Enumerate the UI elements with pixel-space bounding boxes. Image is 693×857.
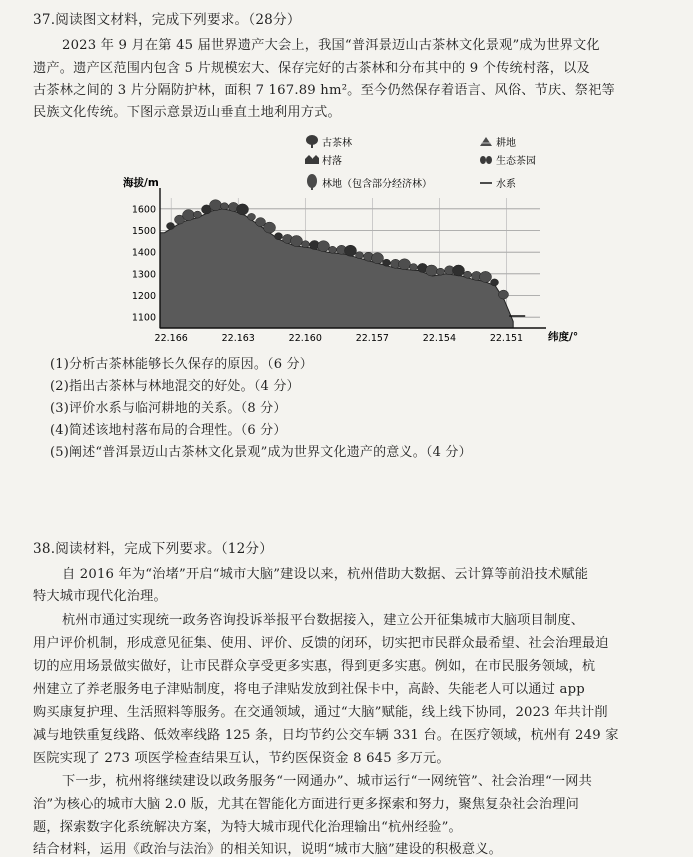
legend-label-eco-tea: 生态茶园 (496, 156, 536, 167)
ancient-tea-tree-icon (399, 259, 411, 270)
q38-para-line-9: 医院实现了 273 项医学检查结果互认，节约医保资金 8 645 多万元。 (33, 751, 450, 766)
legend-label-water: 水系 (496, 179, 516, 190)
ancient-tea-tree-icon (306, 135, 318, 148)
q38-para-line-7: 购买康复护理、生活照料等服务。在交通领域，通过“大脑”赋能，线上线下协同，2023 年共计削 (33, 705, 608, 720)
y-axis-label: 海拔/m (123, 177, 159, 189)
legend-label-farmland: 耕地 (496, 138, 516, 149)
legend-item-farmland (480, 136, 516, 149)
ancient-tea-tree-icon (210, 200, 222, 211)
q37-question-2: (2)指出古茶林与林地混交的好处。（4 分） (50, 379, 300, 394)
y-tick-label-1100: 1100 (131, 312, 156, 324)
q38-para-line-3: 杭州市通过实现统一政务咨询投诉举报平台数据接入，建立公开征集城市大脑项目制度、 (62, 613, 585, 628)
ancient-tea-tree-icon (453, 265, 465, 276)
ancient-tea-tree-icon (264, 222, 276, 233)
ancient-tea-tree-icon (291, 236, 303, 247)
ancient-tea-tree-icon (237, 204, 249, 215)
q38-para-line-12: 题，探索数字化系统解决方案，为特大城市现代化治理输出“杭州经验”。 (33, 820, 462, 835)
ancient-tea-tree-icon (275, 233, 283, 240)
q38-para-line-6: 州建立了养老服务电子津贴制度，将电子津贴发放到社保卡中，高龄、失能老人可以通过 app (33, 682, 585, 697)
q37-question-5: (5)阐述“普洱景迈山古茶林文化景观”成为世界文化遗产的意义。（4 分） (50, 445, 472, 460)
q37-para-line-1: 2023 年 9 月在第 45 届世界遗产大会上，我国“普洱景迈山古茶林文化景观”成为世界文化 (62, 38, 600, 53)
q38-para-line-10: 下一步，杭州将继续建设以政务服务“一网通办”、城市运行“一网统管”、社会治理“一网共 (62, 774, 593, 789)
ancient-tea-tree-icon (426, 265, 438, 276)
y-tick-label-1300: 1300 (131, 269, 156, 281)
q37-para-line-2: 遗产。遗产区范围内包含 5 片规模宏大、保存完好的古茶林和分布其中的 9 个传统村落，以及 (33, 61, 590, 76)
q38-para-line-1: 自 2016 年为“治堵”开启“城市大脑”建设以来，杭州借助大数据、云计算等前沿技术赋能 (62, 567, 589, 582)
x-tick-label-22.154: 22.154 (422, 333, 457, 344)
ancient-tea-tree-icon (318, 241, 330, 252)
q38-para-line-4: 用户评价机制，形成意见征集、使用、评价、反馈的闭环，切实把市民群众最希望、社会治理最迫 (33, 636, 609, 651)
ancient-tea-tree-icon (410, 264, 418, 271)
y-tick-label-1500: 1500 (131, 226, 156, 237)
ancient-tea-tree-icon (356, 252, 364, 259)
q37-title: 37.阅读图文材料，完成下列要求。（28分） (33, 12, 301, 28)
ancient-tea-tree-icon (499, 290, 509, 299)
y-tick-label-1600: 1600 (131, 204, 156, 216)
q37-question-4: (4)简述该地村落布局的合理性。（6 分） (50, 423, 287, 438)
y-tick-labels (132, 204, 156, 323)
q37-para-line-3: 古茶林之间的 3 片分隔防护林，面积 7 167.89 hm²。至今仍然保存着语言、风俗、节庆、祭祀等 (33, 83, 615, 98)
ancient-tea-tree-icon (167, 223, 175, 230)
ancient-tea-tree-icon (491, 279, 499, 286)
farmland-icon (480, 137, 492, 146)
x-tick-label-22.166: 22.166 (154, 333, 188, 344)
village-icon (305, 155, 319, 164)
q38-para-line-8: 减与地铁重复线路、低效率线路 125 条，日均节约公交车辆 331 台。在医疗领域，杭州有 249 家 (33, 728, 619, 743)
q37-question-1: (1)分析古茶林能够长久保存的原因。（6 分） (50, 357, 313, 372)
x-tick-label-22.160: 22.160 (288, 333, 322, 344)
ancient-tea-tree-icon (194, 211, 202, 218)
ancient-tea-tree-icon (480, 271, 492, 282)
y-tick-label-1200: 1200 (131, 291, 156, 302)
ancient-tea-tree-icon (329, 246, 337, 253)
q38-para-line-11: 治”为核心的城市大脑 2.0 版，尤其在智能化方面进行更多探索和努力，聚焦复杂社会治理问 (33, 797, 580, 812)
legend-label-ancient-tea: 古茶林 (322, 138, 352, 149)
q38-para-line-5: 切的应用场景做实做好，让市民群众享受更多实惠，得到更多实惠。例如，在市民服务领域，杭 (33, 659, 596, 674)
q37-para-line-4: 民族文化传统。下图示意景迈山垂直土地利用方式。 (33, 105, 341, 120)
ancient-tea-tree-icon (437, 268, 445, 275)
ancient-tea-tree-icon (183, 210, 195, 221)
ancient-tea-tree-icon (248, 213, 256, 220)
legend-item-ancient-tea (306, 135, 352, 149)
legend-label-village: 村落 (322, 156, 342, 167)
q38-title: 38.阅读材料，完成下列要求。（12分） (33, 541, 274, 557)
q37-question-3: (3)评价水系与临河耕地的关系。（8 分） (50, 401, 287, 416)
q38-para-line-2: 特大城市现代化治理。 (33, 589, 167, 604)
x-tick-label-22.151: 22.151 (489, 333, 524, 344)
x-tick-label-22.163: 22.163 (221, 333, 255, 344)
legend-item-forest (307, 174, 432, 190)
q38-requirement: 结合材料，运用《政治与法治》的相关知识，说明“城市大脑”建设的积极意义。 (33, 842, 503, 857)
ancient-tea-tree-icon (221, 203, 229, 210)
y-tick-label-1400: 1400 (131, 247, 156, 259)
legend-item-water (480, 177, 516, 190)
ancient-tea-tree-icon (383, 259, 391, 266)
ancient-tea-tree-icon (372, 253, 384, 264)
eco-tea-garden-icon (480, 156, 492, 164)
forest-icon (307, 174, 317, 190)
land-use-profile-chart (100, 128, 600, 356)
ancient-tea-tree-icon (345, 245, 357, 256)
ancient-tea-tree-icon (464, 271, 472, 278)
ancient-tea-tree-icon (302, 241, 310, 248)
x-tick-labels (155, 333, 524, 344)
legend-item-eco-tea (480, 154, 536, 167)
legend-label-forest: 林地（包含部分经济林） (322, 179, 432, 190)
x-tick-label-22.157: 22.157 (355, 333, 389, 344)
legend-item-village (305, 154, 342, 167)
chart-legend (305, 135, 536, 190)
x-axis-label: 纬度/° (548, 331, 579, 343)
